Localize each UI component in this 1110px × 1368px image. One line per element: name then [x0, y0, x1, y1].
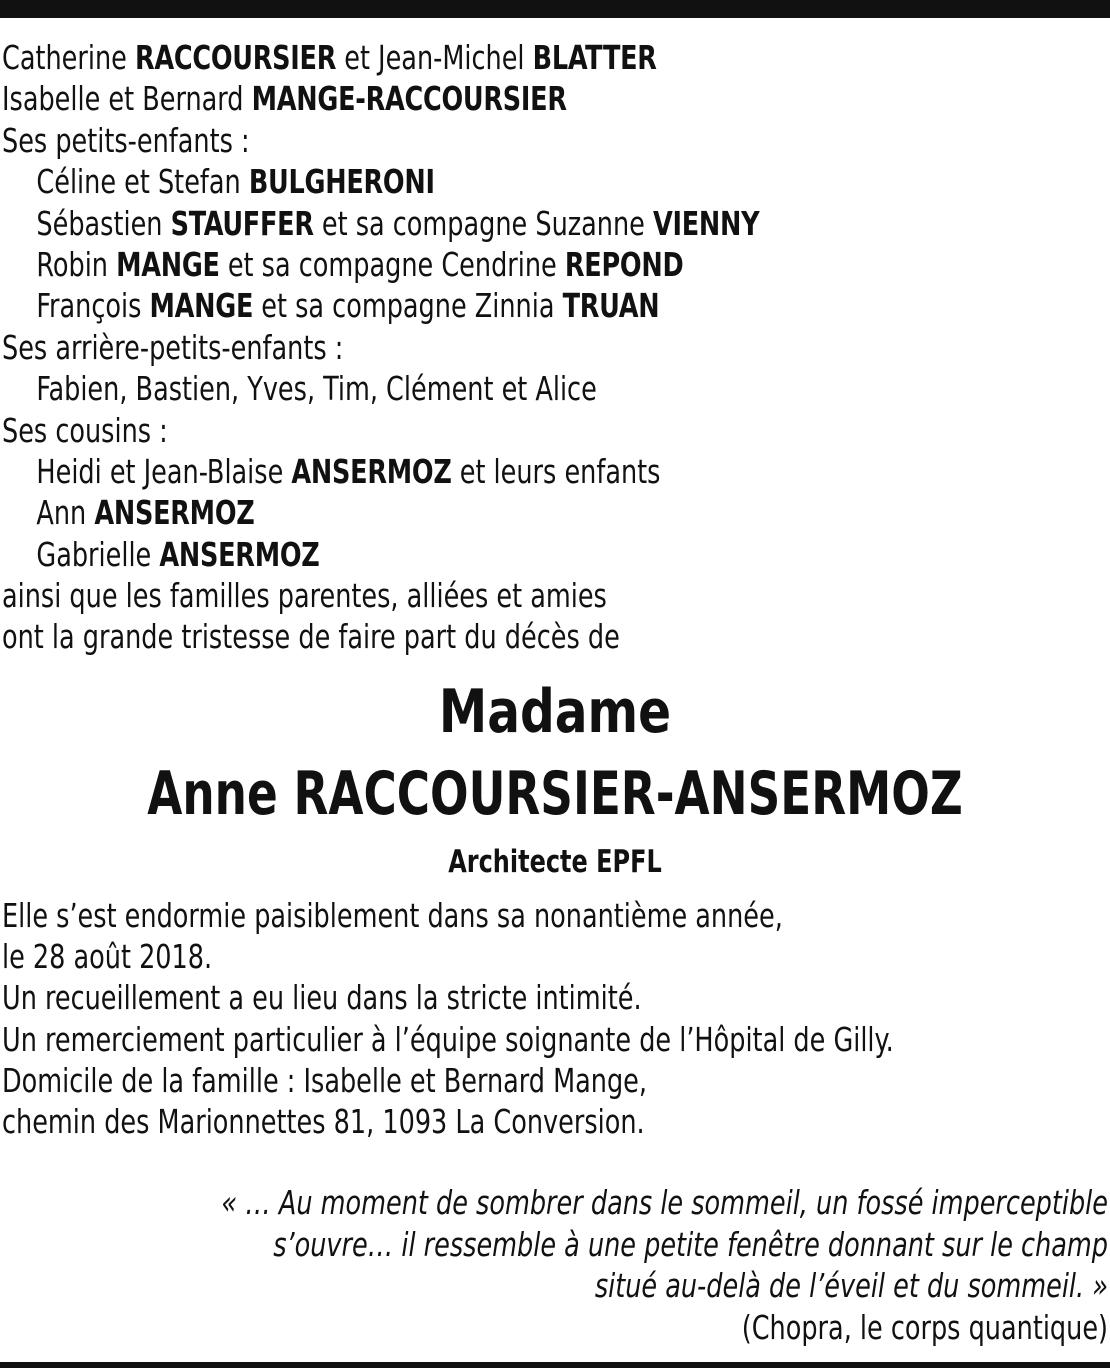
- bottom-rule: [0, 1362, 1110, 1368]
- family-line: [2, 534, 948, 575]
- notice-details: [2, 895, 1102, 1142]
- given-text: et sa compagne Cendrine: [219, 244, 565, 284]
- quote-line: s’ouvre… il ressemble à une petite fenêtre donnant sur le champ: [273, 1224, 1108, 1264]
- deceased-name: Anne RACCOURSIER-ANSERMOZ: [147, 759, 963, 829]
- quote-source: (Chopra, le corps quantique): [741, 1307, 1108, 1347]
- given-text: et Jean-Michel: [336, 38, 533, 77]
- top-rule: [0, 0, 1110, 18]
- detail-line: Elle s’est endormie paisiblement dans sa nonantième année,: [2, 896, 783, 935]
- detail-line: le 28 août 2018.: [2, 937, 213, 977]
- quotation: [8, 1182, 1108, 1348]
- given-text: Ses petits-enfants :: [2, 120, 250, 160]
- given-text: Heidi et Jean-Blaise: [36, 451, 292, 491]
- given-text: Isabelle et Bernard: [2, 79, 252, 119]
- given-text: Catherine: [2, 38, 135, 77]
- surname: MANGE: [149, 286, 254, 326]
- quote-line: situé au-delà de l’éveil et du sommeil. »: [594, 1266, 1108, 1305]
- given-text: Robin: [36, 244, 117, 284]
- family-line: [2, 37, 948, 78]
- surname: ANSERMOZ: [159, 534, 320, 574]
- given-text: Ses cousins :: [2, 410, 168, 450]
- given-text: ont la grande tristesse de faire part du décès de: [2, 617, 620, 657]
- detail-line: Un remerciement particulier à l’équipe soignante de l’Hôpital de Gilly.: [2, 1019, 894, 1059]
- surname: BLATTER: [532, 38, 657, 77]
- surname: VIENNY: [652, 203, 760, 243]
- family-list: [2, 37, 1102, 658]
- detail-line: chemin des Marionnettes 81, 1093 La Conversion.: [2, 1101, 645, 1141]
- family-line: [2, 327, 948, 368]
- given-text: et sa compagne Suzanne: [313, 203, 653, 243]
- surname: BULGHERONI: [248, 162, 435, 202]
- given-text: Fabien, Bastien, Yves, Tim, Clément et Alice: [36, 369, 597, 409]
- surname: ANSERMOZ: [94, 493, 255, 533]
- given-text: Ann: [36, 493, 95, 533]
- family-line: [2, 78, 948, 119]
- family-line: [2, 285, 948, 326]
- quote-line: « … Au moment de sombrer dans le sommeil, un fossé imperceptible: [221, 1183, 1108, 1222]
- family-line: [2, 492, 948, 533]
- honorific: Madame: [438, 677, 672, 747]
- detail-line: Domicile de la famille : Isabelle et Bernard Mange,: [2, 1060, 647, 1100]
- surname: MANGE-RACCOURSIER: [251, 79, 567, 119]
- family-line: [2, 616, 948, 657]
- given-text: Ses arrière-petits-enfants :: [2, 327, 344, 367]
- given-text: Céline et Stefan: [36, 162, 249, 202]
- surname: ANSERMOZ: [291, 451, 452, 491]
- given-text: Gabrielle: [36, 534, 160, 574]
- family-line: [2, 120, 948, 161]
- surname: MANGE: [116, 244, 220, 284]
- given-text: François: [36, 286, 150, 326]
- surname: RACCOURSIER: [134, 38, 337, 77]
- given-text: Sébastien: [36, 203, 171, 243]
- deceased-profession: Architecte EPFL: [448, 844, 662, 880]
- surname: STAUFFER: [170, 203, 314, 243]
- detail-line: Un recueillement a eu lieu dans la stricte intimité.: [2, 978, 642, 1018]
- given-text: ainsi que les familles parentes, alliées et amies: [2, 576, 607, 616]
- given-text: et sa compagne Zinnia: [253, 286, 563, 326]
- family-line: [2, 203, 948, 244]
- family-line: [2, 244, 948, 285]
- family-line: [2, 410, 948, 451]
- given-text: et leurs enfants: [451, 451, 661, 491]
- surname: REPOND: [564, 244, 684, 284]
- family-line: [2, 451, 948, 492]
- family-line: [2, 368, 948, 409]
- family-line: [2, 575, 948, 616]
- family-line: [2, 161, 948, 202]
- surname: TRUAN: [562, 286, 660, 326]
